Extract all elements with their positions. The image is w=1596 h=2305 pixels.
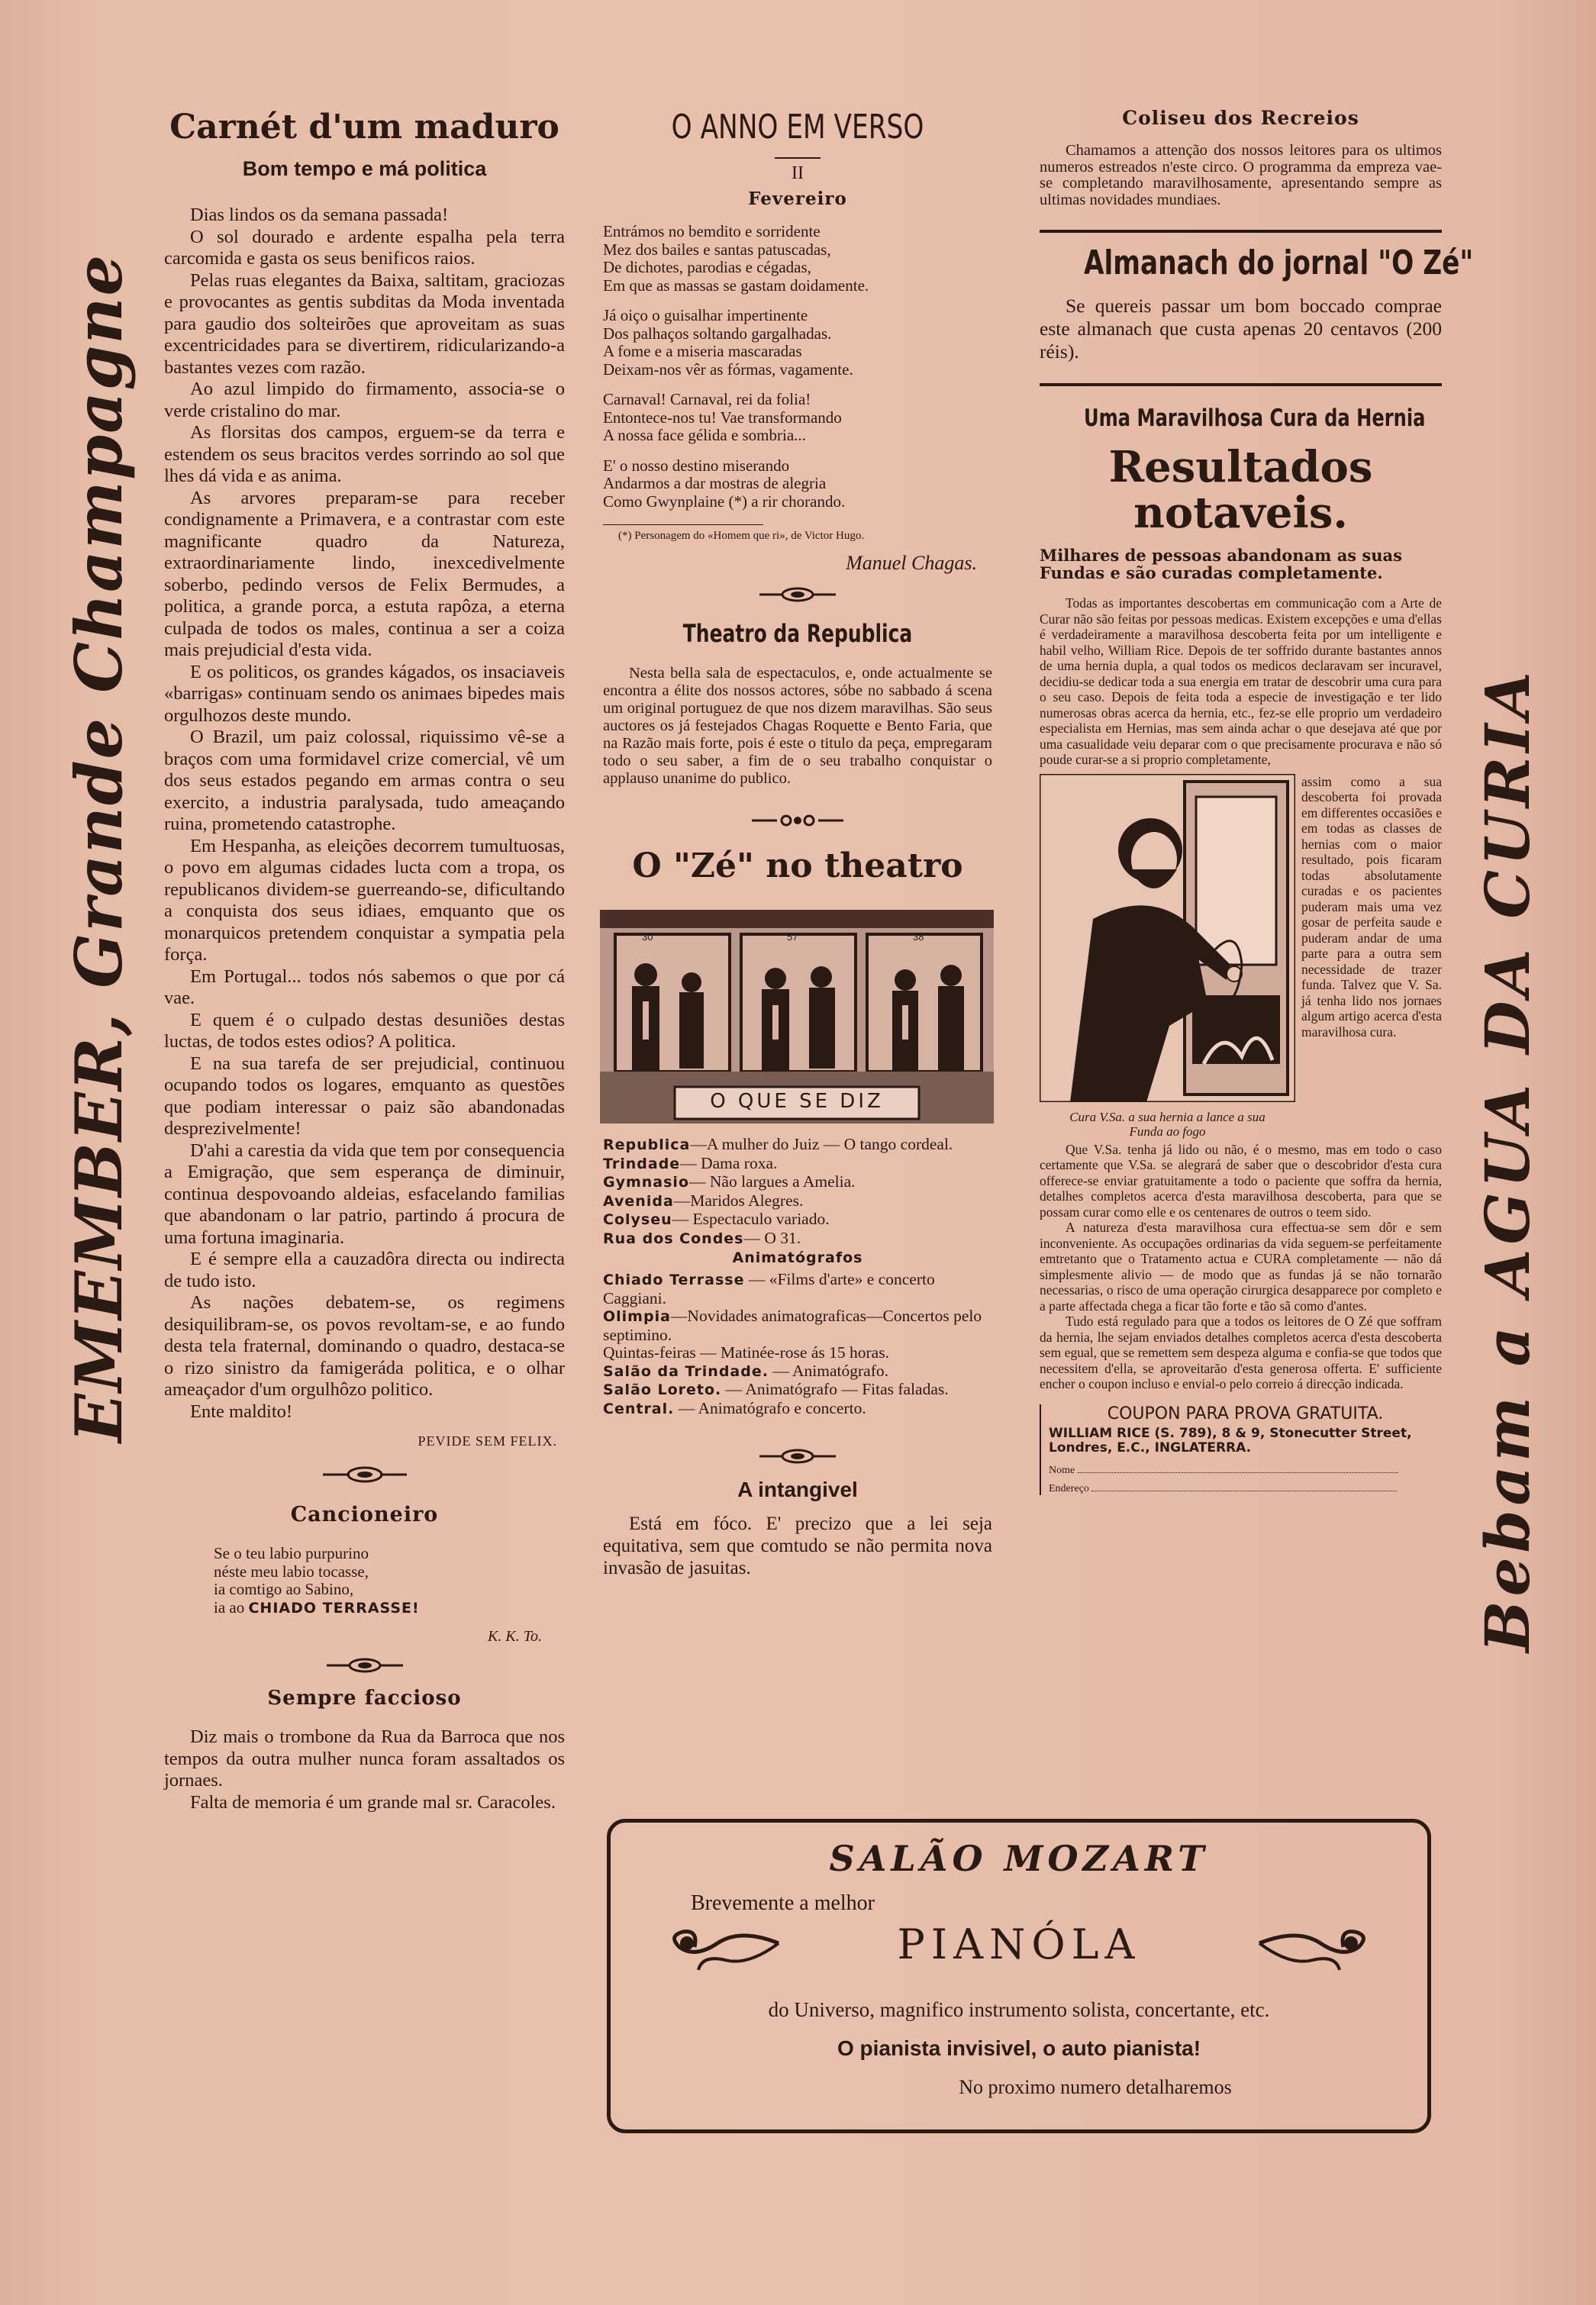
intangivel-body: Está em fóco. E' precizo que a lei seja equitativa, sem que comtudo se não permita nova invasão de jasuitas. [603, 1514, 992, 1578]
play-venue: Trindade [603, 1155, 681, 1172]
anim-desc: — Animatógrafo — Fitas faladas. [721, 1380, 949, 1398]
verse-line: A nossa face gélida e sombria... [603, 426, 806, 444]
cancioneiro-verse: Se o teu labio purpurino néste meu labio tocasse, ia comtigo ao Sabino, ia ao CHIADO TERRASSE! [214, 1544, 420, 1617]
anim-venue: Salão da Trindade. [603, 1362, 769, 1380]
play-title: — Dama roxa. [680, 1153, 778, 1172]
play-entry [603, 1192, 992, 1211]
anno-numeral: II [792, 163, 804, 183]
cancioneiro-signature: K. K. To. [488, 1628, 542, 1645]
verse-line: Como Gwynplaine (*) a rir chorando. [603, 492, 846, 511]
almanach-body: Se quereis passar um bom boccado comprae este almanach que custa apenas 20 centavos (200 réis). [1040, 295, 1442, 363]
play-title: —A mulher do Juiz — O tango cordeal. [690, 1135, 953, 1153]
anim-venue: Central. [603, 1400, 675, 1417]
play-entry [603, 1155, 992, 1174]
carnet-paragraph: As nações debatem-se, os regimens desiquilibram-se, os povos revoltam-se, e ao fundo desta tela fraternal, dominando o quadro, destaca-se o rizo sinistro da famigeráda politica, e o olhar ameaçador d'um orgulhôzo politico. [164, 1292, 565, 1400]
anim-desc: —Novidades animatograficas—Concertos pelo septimino. [603, 1307, 982, 1344]
play-title: —Maridos Alegres. [673, 1191, 804, 1210]
mozart-line2: do Universo, magnifico instrumento solista, concertante, etc. [768, 1998, 1270, 2021]
play-venue: Colyseu [603, 1211, 672, 1228]
sempre-body: Diz mais o trombone da Rua da Barroca que nos tempos da outra mulher nunca foram assaltados os jornaes. Falta de memoria é um grande mal sr. Caracoles. [164, 1726, 565, 1813]
anim-desc: — Animatógrafo e concerto. [674, 1398, 866, 1417]
scroll-ornament-right [1252, 1913, 1382, 1981]
hernia-title-2: notaveis. [1133, 488, 1348, 538]
coliseu-body: Chamamos a attenção dos nossos leitores para os ultimos numeros estreados n'este circo. O programma da empreza vae-se completando maravilhosamente, apresentando sempre as ultimas novidades mundiaes. [1040, 142, 1442, 208]
anim-entry [603, 1362, 992, 1381]
anim-entry [603, 1344, 992, 1362]
section-rule [1040, 383, 1442, 386]
verse-line: A fome e a miseria mascaradas [603, 342, 802, 360]
anim-venue: Olimpia [603, 1308, 671, 1325]
anno-stanza [603, 457, 992, 511]
hernia-rest: Que V.Sa. tenha já lido ou não, é o mesmo, mas em todo o caso certamente que V.Sa. se alegrará de saber que o descobridor d'esta cura offerece-se enviar gratuitamente a todo o paciente que soffra da hernia, detalhes completos acerca d'esta maravilhosa descoberta, para que se possam curar como elle e os centenares de outros o teem sido. A natureza d'esta maravilhosa cura effectua-se sem dôr e sem inconveniente. As occupações ordinarias da vida seguem-se perfeitamente emtretanto que o Tratamento actua e CURA completamente — não dá simplesmente alivio — de modo que as fundas já se não tornarão necessarias, o risco de uma operação cirurgica desapparece por completo e a parte affectada chega a ficar tão forte e tão sã como d'antes. Tudo está regulado para que a todos os leitores de O Zé que soffram da hernia, lhe sejam enviados detalhes completos acerca d'esta descoberta sem egual, que se remettem sem despeza alguma e confia-se que todos que necessitem d'ella, se aproveitarão d'esta generosa offerta. E' sufficiente encher o coupon incluso e envial-o pelo correio á direcção indicada. [1040, 1141, 1442, 1391]
carnet-body [164, 205, 565, 1423]
carnet-column [164, 107, 565, 1813]
cancioneiro-title: Cancioneiro [290, 1503, 439, 1526]
short-rule [775, 157, 821, 159]
coupon [1040, 1404, 1442, 1495]
anno-month: Fevereiro [748, 189, 847, 209]
carnet-paragraph: Em Hespanha, as eleições decorrem tumultuosas, o povo em algumas cidades lucta com a tropa, os republicanos dividem-se guerreando-se, dificultando a conquista dos seus idiaes, emquanto que os monarquicos pretendem conquistar a sympatia pela força. [164, 835, 565, 965]
play-title: — O 31. [743, 1228, 801, 1247]
anno-stanza [603, 307, 992, 379]
verse-line: Entrámos no bemdito e sorridente [603, 222, 821, 240]
coupon-title: COUPON PARA PROVA GRATUITA. [1107, 1404, 1384, 1423]
coupon-nome-row: Nome [1049, 1460, 1442, 1477]
ornament-divider [319, 1463, 411, 1486]
intangivel-title: A intangivel [737, 1478, 858, 1501]
hernia-title-1: Resultados [1108, 442, 1373, 492]
hernia-p1: Todas as importantes descobertas em communicação com a Arte de Curar não são feitas por pessoas medicas. Existem excepções e uma d'ellas é verdadeiramente a maravilhosa descoberta feita por um intelligente e habil velho, William Rice. Depois de ter soffrido durante bastantes annos de uma hernia dupla, a qual todos os medicos declaravam ser incuravel, decidiu-se dedicar toda a sua energia em tratar de descobrir uma cura para o seu caso. Depois de feita toda a especie de investigação e ter lido numerosas obras acerca da hernia, etc., fez-se elle proprio um verdadeiro especialista em Hernias, mas sem ainda achar o que desejava até que por uma casualidade veiu deparar com o que precisamente procurava e não só poude curar-se a si proprio completamente, [1040, 595, 1442, 767]
plays-list [603, 1136, 992, 1248]
sempre-title: Sempre faccioso [267, 1687, 462, 1710]
play-venue: Gymnasio [603, 1174, 690, 1191]
carnet-paragraph: E é sempre ella a cauzadôra directa ou indirecta de tudo isto. [164, 1249, 565, 1291]
verse-line: Deixam-nos vêr as fórmas, vagamente. [603, 359, 853, 379]
anim-desc: — Animatógrafo. [768, 1361, 888, 1380]
carnet-paragraph: As arvores preparam-se para receber condignamente a Primavera, e a contrastar com este magnificante quadro da Natureza, extraordinariamente lindo, inexcedivelmente soberbo, pedindo versos de Felix Bermudes, a politica, a grande porca, a estuta rapôza, a eterna culpada de todos os males, continua a ser a coiza mais prejudicial d'esta vida. [164, 487, 565, 660]
box-number-1: 30 [642, 931, 653, 943]
hernia-illustration [1040, 774, 1295, 1102]
hernia-caption: Cura V.Sa. a sua hernia a lance a sua Funda ao fogo [1069, 1109, 1266, 1139]
carnet-title: Carnét d'um maduro [169, 108, 559, 147]
carnet-paragraph: O Brazil, um paiz colossal, riquissimo vê-se a braços com uma formidavel crize comercial, vê um dos seus estados pegando em armas contra o seu exercito, a industria paralysada, tudo ameaçando ruina, prometendo catastrophe. [164, 727, 565, 834]
anim-list [603, 1271, 992, 1418]
verse-line: Dos palhaços soltando gargalhadas. [603, 324, 832, 343]
anim-venue: Chiado Terrasse [603, 1272, 745, 1288]
verse-line: Em que as massas se gastam doidamente. [603, 276, 869, 295]
almanach-title: Almanach do jornal "O Zé" [1083, 243, 1474, 282]
play-entry [603, 1173, 992, 1192]
mozart-ad [607, 1819, 1431, 2133]
carnet-subtitle: Bom tempo e má politica [242, 157, 487, 180]
play-entry [603, 1136, 992, 1155]
anim-desc: Quintas-feiras — Matinée-rose ás 15 horas. [603, 1343, 889, 1362]
verse-line: Entontece-nos tu! Vae transformando [603, 408, 842, 427]
verse-line: Andarmos a dar mostras de alegria [603, 474, 827, 492]
anno-footnote: (*) Personagem do «Homem que ri», de Victor Hugo. [618, 530, 865, 542]
carnet-paragraph: As florsitas dos campos, erguem-se da terra e estendem os seus bracitos verdes sorrindo ao sol que lhes dá vida e as anima. [164, 422, 565, 486]
ornament-divider [756, 1446, 840, 1467]
play-entry [603, 1211, 992, 1230]
play-venue: Rua dos Condes [603, 1230, 744, 1247]
anim-desc: — «Films d'arte» e concerto Caggiani. [603, 1270, 935, 1307]
anim-venue: Salão Loreto. [603, 1381, 722, 1398]
anim-entry [603, 1400, 992, 1419]
illustration-caption: O QUE SE DIZ [710, 1090, 884, 1113]
side-banner-right: Bebam a AGUA DA CURIA [1472, 667, 1543, 1652]
carnet-paragraph: Ao azul limpido do firmamento, associa-se o verde cristalino do mar. [164, 379, 565, 421]
theatro-body: Nesta bella sala de espectaculos, e, onde actualmente se encontra a élite dos nossos actores, sóbe no sabbado á scena um original portuguez de que nos dizem maravilhas. São seus auctores os já festejados Chagas Roquette e Bento Faria, que na Razão mais forte, pois é este o titulo da peça, empregaram todo o seu saber, a fim de o seu trabalho conquistar o applauso unanime do publico. [603, 665, 992, 787]
anno-column [603, 107, 992, 1579]
footnote-rule [603, 524, 763, 525]
coupon-endereco-row: Endereço [1049, 1478, 1442, 1495]
section-rule [1040, 230, 1442, 233]
hernia-figure-row [1040, 774, 1442, 1139]
anim-title: Animatógrafos [732, 1249, 863, 1266]
play-entry [603, 1230, 992, 1249]
carnet-paragraph: Dias lindos os da semana passada! [190, 205, 449, 225]
carnet-paragraph: E na sua tarefa de ser prejudicial, continuou ocupando todos os logares, emquanto as questões que podiam interessar o paiz são abandonadas desprezivelmente! [164, 1053, 565, 1139]
mozart-pianola: PIANÓLA [897, 1920, 1141, 1968]
mozart-title: SALÃO MOZART [829, 1838, 1209, 1879]
carnet-signature: PEVIDE SEM FELIX. [418, 1433, 557, 1449]
anno-stanza [603, 391, 992, 445]
play-title: — Não largues a Amelia. [689, 1172, 856, 1191]
play-title: — Espectaculo variado. [672, 1210, 830, 1228]
play-venue: Avenida [603, 1192, 674, 1210]
anim-entry [603, 1271, 992, 1307]
hernia-figure [1040, 774, 1295, 1139]
carnet-paragraph: Pelas ruas elegantes da Baixa, saltitam, graciozas e provocantes as gentis subditas da Moda inventada para gaudio dos solteirões que aproveitam as suas excentricidades para se divertirem, ridicularizando-a bastantes vezes com razão. [164, 269, 565, 378]
coliseu-title: Coliseu dos Recreios [1122, 107, 1359, 129]
anim-entry [603, 1307, 992, 1344]
carnet-paragraph: Ente maldito! [190, 1401, 293, 1422]
anno-signature: Manuel Chagas. [846, 552, 977, 574]
hernia-side: assim como a sua descoberta foi provada em differentes occasiões e em todas as classes de hernias com o maior resultado, pois ficaram todas absolutamente curadas e os pacientes puderam mais uma vez gosar de perfeita saude e puderam andar de uma parte para a outra sem necessidade de trazer funda. Talvez que V. Sa. já tenha lido nos jornaes algum artigo acerca d'esta maravilhosa cura. [1301, 773, 1442, 1040]
ornament-divider [756, 584, 840, 605]
box-number-2: 57 [787, 931, 798, 943]
coupon-nome-field[interactable] [1078, 1460, 1398, 1473]
right-column [1040, 107, 1474, 1495]
carnet-paragraph: E quem é o culpado destas desuniões destas luctas, de todos estes odios? A politica. [164, 1009, 565, 1052]
verse-line: Mez dos bailes e santas patuscadas, [603, 240, 831, 259]
mozart-line4: No proximo numero detalharemos [959, 2076, 1232, 2098]
anno-title: O ANNO EM VERSO [671, 108, 924, 147]
anno-stanza [603, 223, 992, 295]
ze-title: O "Zé" no theatro [632, 846, 963, 885]
box-number-3: 38 [913, 931, 924, 943]
coupon-endereco-field[interactable] [1091, 1478, 1397, 1491]
hernia-kicker: Uma Maravilhosa Cura da Hernia [1083, 405, 1426, 432]
anim-entry [603, 1381, 992, 1400]
theatro-title: Theatro da Republica [682, 619, 913, 648]
verse-line: De dichotes, parodias e cégadas, [603, 258, 811, 276]
carnet-paragraph: D'ahi a carestia da vida que tem por consequencia a Emigração, que sem esperança de diminuir, continua despovoando aldeias, esfacelando familias que abandonam o lar patrio, partindo á procura de uma fortuna imaginaria. [164, 1140, 565, 1248]
mozart-line3: O pianista invisivel, o auto pianista! [837, 2036, 1201, 2060]
side-banner-left: EMEMBER, Grande Champagne [61, 253, 137, 1443]
theatre-illustration [600, 910, 994, 1123]
play-venue: Republica [603, 1136, 691, 1153]
carnet-paragraph: Em Portugal... todos nós sabemos o que por cá vae. [164, 966, 565, 1008]
coupon-address: WILLIAM RICE (S. 789), 8 & 9, Stonecutter Street, Londres, E.C., INGLATERRA. [1049, 1425, 1412, 1456]
hernia-lead: Milhares de pessoas abandonam as suas Fundas e são curadas completamente. [1040, 546, 1402, 582]
verse-line: E' o nosso destino miserando [603, 456, 790, 475]
verse-line: Carnaval! Carnaval, rei da folia! [603, 390, 811, 408]
mozart-line1: Brevemente a melhor [691, 1891, 875, 1915]
ornament-divider [323, 1655, 407, 1676]
ornament-divider [748, 809, 847, 832]
carnet-paragraph: O sol dourado e ardente espalha pela terra carcomida e gasta os seus benificos raios. [164, 226, 565, 269]
carnet-paragraph: E os politicos, os grandes kágados, os insaciaveis «barrigas» continuam sendo os animaes bipedes mais orgulhozos deste mundo. [164, 661, 565, 726]
anno-verse [603, 223, 992, 511]
verse-line: Já oiço o guisalhar impertinente [603, 306, 808, 324]
